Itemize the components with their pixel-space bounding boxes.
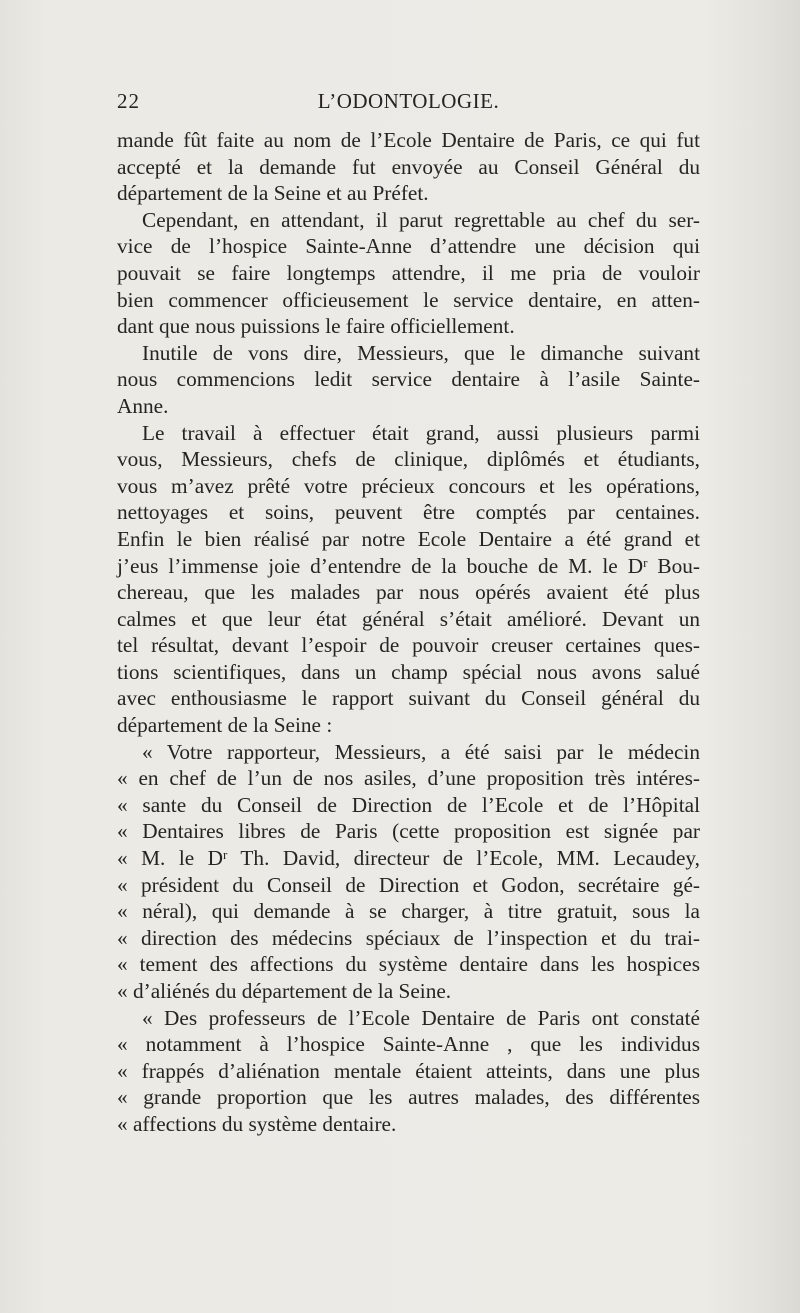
line-text: « en chef de l’un de nos asiles, d’une proposition très intéres- bbox=[117, 766, 700, 791]
text-line bbox=[117, 420, 700, 447]
text-line bbox=[117, 287, 700, 314]
text-line bbox=[117, 499, 700, 526]
superscript: r bbox=[643, 554, 648, 570]
text-line bbox=[117, 685, 700, 712]
text-line bbox=[117, 898, 700, 925]
line-text: Cependant, en attendant, il parut regrettable au chef du ser- bbox=[142, 207, 700, 232]
superscript: r bbox=[223, 847, 228, 863]
line-text: vice de l’hospice Sainte-Anne d’attendre une décision qui bbox=[117, 234, 700, 259]
line-text: Le travail à effectuer était grand, aussi plusieurs parmi bbox=[142, 420, 700, 445]
line-text: Anne. bbox=[117, 393, 169, 418]
text-line bbox=[117, 1058, 700, 1085]
line-text: « affections du système dentaire. bbox=[117, 1111, 397, 1136]
line-text: « Votre rapporteur, Messieurs, a été saisi par le médecin bbox=[142, 739, 700, 764]
text-line bbox=[117, 632, 700, 659]
line-text: « néral), qui demande à se charger, à titre gratuit, sous la bbox=[117, 899, 700, 924]
line-text: mande fût faite au nom de l’Ecole Dentaire de Paris, ce qui fut bbox=[117, 128, 700, 152]
text-line bbox=[117, 393, 700, 420]
line-text: calmes et que leur état général s’était amélioré. Devant un bbox=[117, 606, 700, 631]
text-line bbox=[117, 180, 700, 207]
page-header bbox=[117, 86, 700, 116]
line-text: « Des professeurs de l’Ecole Dentaire de Paris ont constaté bbox=[142, 1005, 700, 1030]
line-text: Inutile de vons dire, Messieurs, que le dimanche suivant bbox=[142, 340, 700, 365]
line-text-continued: Th. David, directeur de l’Ecole, MM. Lecaudey, bbox=[227, 846, 700, 871]
text-line bbox=[117, 1084, 700, 1111]
line-text: département de la Seine et au Préfet. bbox=[117, 181, 429, 206]
text-line bbox=[117, 951, 700, 978]
text-line bbox=[117, 154, 700, 181]
text-line bbox=[117, 553, 700, 580]
text-line bbox=[117, 207, 700, 234]
text-line bbox=[117, 127, 700, 154]
line-text: bien commencer officieusement le service dentaire, en atten- bbox=[117, 287, 700, 312]
line-text: chereau, que les malades par nous opérés avaient été plus bbox=[117, 580, 700, 605]
text-line bbox=[117, 340, 700, 367]
line-text: tions scientifiques, dans un champ spécial nous avons salué bbox=[117, 659, 700, 684]
text-line bbox=[117, 845, 700, 872]
text-line bbox=[117, 659, 700, 686]
text-line bbox=[117, 526, 700, 553]
text-line bbox=[117, 925, 700, 952]
line-text: avec enthousiasme le rapport suivant du Conseil général du bbox=[117, 686, 700, 711]
page-number: 22 bbox=[117, 89, 140, 113]
line-text: nettoyages et soins, peuvent être comptés par centaines. bbox=[117, 500, 700, 525]
text-line bbox=[117, 473, 700, 500]
text-line bbox=[117, 978, 700, 1005]
line-text: Enfin le bien réalisé par notre Ecole Dentaire a été grand et bbox=[117, 526, 700, 551]
line-text: « président du Conseil de Direction et Godon, secrétaire gé- bbox=[117, 872, 700, 897]
text-line bbox=[117, 446, 700, 473]
line-text: vous, Messieurs, chefs de clinique, diplômés et étudiants, bbox=[117, 447, 700, 472]
text-line bbox=[117, 260, 700, 287]
text-line bbox=[117, 606, 700, 633]
line-text: « grande proportion que les autres malades, des différentes bbox=[117, 1085, 700, 1110]
text-line bbox=[117, 1005, 700, 1032]
line-text: « M. le D bbox=[117, 846, 224, 871]
text-line bbox=[117, 739, 700, 766]
body-text bbox=[117, 127, 700, 1138]
text-line bbox=[117, 366, 700, 393]
line-text: dant que nous puissions le faire officiellement. bbox=[117, 314, 515, 339]
line-text: « notamment à l’hospice Sainte-Anne , que les individus bbox=[117, 1032, 700, 1057]
text-line bbox=[117, 233, 700, 260]
text-line bbox=[117, 1111, 700, 1138]
line-text: j’eus l’immense joie d’entendre de la bouche de M. le D bbox=[117, 553, 644, 578]
line-text: « Dentaires libres de Paris (cette proposition est signée par bbox=[117, 819, 700, 844]
line-text: vous m’avez prêté votre précieux concours et les opérations, bbox=[117, 473, 700, 498]
text-line bbox=[117, 818, 700, 845]
text-line bbox=[117, 712, 700, 739]
text-line bbox=[117, 579, 700, 606]
line-text: « sante du Conseil de Direction de l’Ecole et de l’Hôpital bbox=[117, 792, 700, 817]
line-text: « tement des affections du système dentaire dans les hospices bbox=[117, 952, 700, 977]
line-text: nous commencions ledit service dentaire à l’asile Sainte- bbox=[117, 367, 700, 392]
text-line bbox=[117, 1031, 700, 1058]
text-line bbox=[117, 792, 700, 819]
line-text-continued: Bou- bbox=[647, 553, 701, 578]
line-text: pouvait se faire longtemps attendre, il me pria de vouloir bbox=[117, 260, 700, 285]
line-text: tel résultat, devant l’espoir de pouvoir creuser certaines ques- bbox=[117, 633, 700, 658]
line-text: « frappés d’aliénation mentale étaient atteints, dans une plus bbox=[117, 1058, 700, 1083]
line-text: département de la Seine : bbox=[117, 713, 333, 738]
text-line bbox=[117, 313, 700, 340]
text-line bbox=[117, 872, 700, 899]
running-title: L’ODONTOLOGIE. bbox=[317, 89, 500, 113]
text-line bbox=[117, 765, 700, 792]
line-text: « direction des médecins spéciaux de l’inspection et du trai- bbox=[117, 925, 700, 950]
line-text: « d’aliénés du département de la Seine. bbox=[117, 979, 452, 1003]
line-text: accepté et la demande fut envoyée au Conseil Général du bbox=[117, 154, 700, 179]
